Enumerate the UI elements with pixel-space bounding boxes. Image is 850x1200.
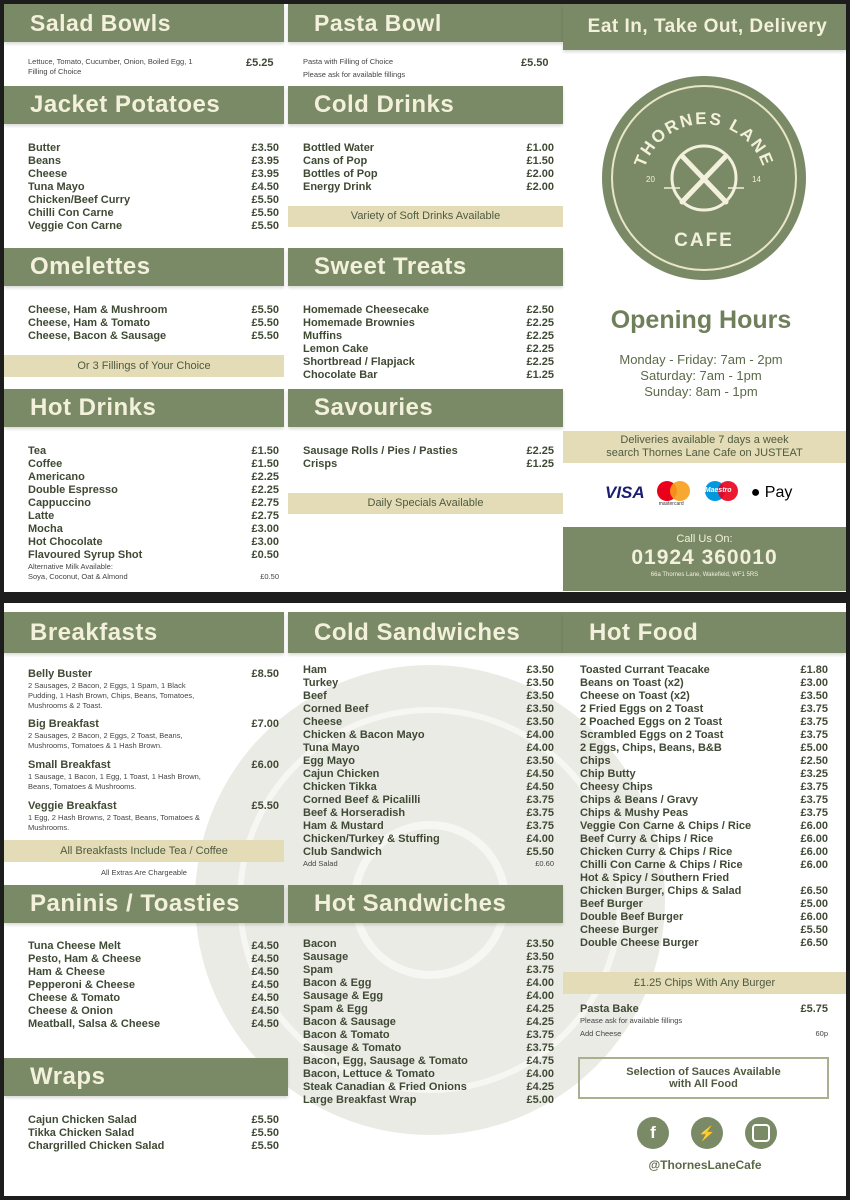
visa-icon: VISA bbox=[605, 483, 645, 502]
list-item: Cheese Burger £5.50 bbox=[580, 924, 828, 936]
omelettes-title: Omelettes bbox=[30, 253, 151, 280]
hot-sandwiches-list bbox=[303, 938, 554, 1107]
list-item: Chicken Curry & Chips / Rice £6.00 bbox=[580, 846, 828, 858]
list-item: Cheese on Toast (x2) £3.50 bbox=[580, 690, 828, 702]
list-item: Scrambled Eggs on 2 Toast £3.75 bbox=[580, 729, 828, 741]
list-item: Shortbread / Flapjack £2.25 bbox=[303, 356, 554, 368]
list-item: Bacon & Egg £4.00 bbox=[303, 977, 554, 989]
list-item: Turkey £3.50 bbox=[303, 677, 554, 689]
list-item: Large Breakfast Wrap £5.00 bbox=[303, 1094, 554, 1106]
wraps-header bbox=[4, 1058, 288, 1096]
list-item: Cans of Pop £1.50 bbox=[303, 155, 554, 167]
alt-milk-label: Alternative Milk Available: bbox=[28, 562, 113, 571]
list-item: Tuna Cheese Melt £4.50 bbox=[28, 940, 279, 952]
sweet-treats-list bbox=[303, 304, 554, 382]
mastercard-icon: mastercard bbox=[655, 479, 693, 507]
jacket-potatoes-list bbox=[28, 142, 279, 233]
list-item: Bacon £3.50 bbox=[303, 938, 554, 950]
list-item: Cheese £3.50 bbox=[303, 716, 554, 728]
breakfasts-header bbox=[4, 612, 284, 653]
list-item: Chilli Con Carne £5.50 bbox=[28, 207, 279, 219]
list-item: Pasta Bake £5.75 bbox=[580, 1003, 828, 1015]
facebook-icon[interactable]: f bbox=[637, 1117, 669, 1149]
social-handle[interactable]: @ThornesLaneCafe bbox=[648, 1158, 762, 1172]
salad-bowl-price: £5.25 bbox=[246, 57, 274, 69]
list-item: 2 Eggs, Chips, Beans, B&B £5.00 bbox=[580, 742, 828, 754]
list-item: Double Cheese Burger £6.50 bbox=[580, 937, 828, 949]
list-item: Ham & Cheese £4.50 bbox=[28, 966, 279, 978]
list-item: Big Breakfast £7.00 2 Sausages, 2 Bacon, 2 Eggs, 2 Toast, Beans, Mushrooms, Tomatoes & 1 Hash Brown. bbox=[28, 718, 279, 750]
salad-bowl-description: Lettuce, Tomato, Cucumber, Onion, Boiled Egg, 1 Filling of Choice bbox=[28, 57, 193, 76]
list-item: Cheese & Onion £4.50 bbox=[28, 1005, 279, 1017]
list-item: Beans on Toast (x2) £3.00 bbox=[580, 677, 828, 689]
breakfast-tea-band: All Breakfasts Include Tea / Coffee bbox=[4, 840, 284, 862]
list-item: Cheesy Chips £3.75 bbox=[580, 781, 828, 793]
list-item: Chicken/Beef Curry £5.50 bbox=[28, 194, 279, 206]
list-item: Chips & Mushy Peas £3.75 bbox=[580, 807, 828, 819]
list-item: Sausage & Tomato £3.75 bbox=[303, 1042, 554, 1054]
sauces-text: Selection of Sauces Available with All Food bbox=[626, 1066, 781, 1090]
list-item: Flavoured Syrup Shot £0.50 bbox=[28, 549, 279, 561]
list-item: Belly Buster £8.50 2 Sausages, 2 Bacon, 2 Eggs, 1 Spam, 1 Black Pudding, 1 Hash Brown, Chips, Beans, Tomatoes, Mushrooms & 2 Toast. bbox=[28, 668, 279, 710]
sweet-treats-header bbox=[288, 248, 563, 286]
pasta-bowl-header bbox=[288, 4, 563, 42]
list-item: Cajun Chicken Salad £5.50 bbox=[28, 1114, 279, 1126]
eat-in-text: Eat In, Take Out, Delivery bbox=[587, 16, 828, 37]
wraps-list bbox=[28, 1114, 279, 1153]
wraps-title: Wraps bbox=[30, 1063, 106, 1090]
cold-sandwiches-title: Cold Sandwiches bbox=[314, 618, 521, 646]
list-item: Steak Canadian & Fried Onions £4.25 bbox=[303, 1081, 554, 1093]
list-item: Chips & Beans / Gravy £3.75 bbox=[580, 794, 828, 806]
cold-drinks-header bbox=[288, 86, 563, 124]
list-item: Butter £3.50 bbox=[28, 142, 279, 154]
address: 66a Thornes Lane, Wakefield, WF1 5RS bbox=[650, 572, 759, 578]
omelettes-list bbox=[28, 304, 279, 343]
list-item: Chocolate Bar £1.25 bbox=[303, 369, 554, 381]
list-item: Homemade Cheesecake £2.50 bbox=[303, 304, 554, 316]
list-item: Tuna Mayo £4.50 bbox=[28, 181, 279, 193]
list-item: Mocha £3.00 bbox=[28, 523, 279, 535]
savouries-title: Savouries bbox=[314, 394, 434, 421]
list-item: Chip Butty £3.25 bbox=[580, 768, 828, 780]
call-us-panel bbox=[563, 527, 846, 591]
list-item: 2 Fried Eggs on 2 Toast £3.75 bbox=[580, 703, 828, 715]
instagram-icon[interactable] bbox=[745, 1117, 777, 1149]
list-item: Homemade Brownies £2.25 bbox=[303, 317, 554, 329]
hot-drinks-title: Hot Drinks bbox=[30, 394, 157, 421]
soft-drinks-band: Variety of Soft Drinks Available bbox=[288, 206, 563, 227]
list-item: Cheese, Bacon & Sausage £5.50 bbox=[28, 330, 279, 342]
chips-burger-band: £1.25 Chips With Any Burger bbox=[563, 972, 846, 994]
extras-note: All Extras Are Chargeable bbox=[101, 868, 187, 877]
add-salad-row: Add Salad £0.60 bbox=[303, 859, 554, 868]
hot-sandwiches-header bbox=[288, 885, 563, 923]
list-item: Beans £3.95 bbox=[28, 155, 279, 167]
opening-hours-title: Opening Hours bbox=[610, 306, 792, 334]
cafe-logo bbox=[602, 76, 806, 280]
list-item: Hot Chocolate £3.00 bbox=[28, 536, 279, 548]
list-item: Corned Beef £3.50 bbox=[303, 703, 554, 715]
deliveries-line2: search Thornes Lane Cafe on JUSTEAT bbox=[606, 447, 803, 459]
list-item: Chips £2.50 bbox=[580, 755, 828, 767]
list-item: Ham £3.50 bbox=[303, 664, 554, 676]
list-item: Coffee £1.50 bbox=[28, 458, 279, 470]
pasta-bowl-note: Please ask for available fillings bbox=[303, 70, 406, 79]
list-item: Chicken Burger, Chips & Salad £6.50 bbox=[580, 885, 828, 897]
list-item: Double Espresso £2.25 bbox=[28, 484, 279, 496]
hot-drinks-list bbox=[28, 445, 279, 585]
list-item: Tea £1.50 bbox=[28, 445, 279, 457]
list-item: Club Sandwich £5.50 bbox=[303, 846, 554, 858]
sauces-box bbox=[578, 1057, 829, 1099]
logo-year-right: 14 bbox=[752, 175, 761, 184]
list-item: Veggie Breakfast £5.50 1 Egg, 2 Hash Browns, 2 Toast, Beans, Tomatoes & Mushrooms. bbox=[28, 800, 279, 832]
list-item: Corned Beef & Picalilli £3.75 bbox=[303, 794, 554, 806]
list-item: Tikka Chicken Salad £5.50 bbox=[28, 1127, 279, 1139]
jacket-potatoes-header bbox=[4, 86, 284, 124]
list-item: Ham & Mustard £3.75 bbox=[303, 820, 554, 832]
logo-top-text: THORNES LANE bbox=[630, 108, 778, 170]
omelettes-header bbox=[4, 248, 284, 286]
eat-in-header bbox=[563, 4, 846, 50]
list-item: Chicken Tikka £4.50 bbox=[303, 781, 554, 793]
savouries-header bbox=[288, 389, 563, 427]
sweet-treats-title: Sweet Treats bbox=[314, 253, 467, 280]
list-item: Double Beef Burger £6.00 bbox=[580, 911, 828, 923]
list-item: Beef & Horseradish £3.75 bbox=[303, 807, 554, 819]
phone-number[interactable]: 01924 360010 bbox=[631, 546, 778, 569]
list-item: Spam £3.75 bbox=[303, 964, 554, 976]
deliveries-band bbox=[563, 431, 846, 463]
savouries-list bbox=[303, 445, 554, 471]
list-item: Beef £3.50 bbox=[303, 690, 554, 702]
list-item: Beef Curry & Chips / Rice £6.00 bbox=[580, 833, 828, 845]
pasta-bowl-description: Pasta with Filling of Choice bbox=[303, 57, 394, 66]
list-item: Crisps £1.25 bbox=[303, 458, 554, 470]
hours-sunday: Sunday: 8am - 1pm bbox=[644, 384, 758, 399]
list-item: Tuna Mayo £4.00 bbox=[303, 742, 554, 754]
list-item: Americano £2.25 bbox=[28, 471, 279, 483]
list-item: Small Breakfast £6.00 1 Sausage, 1 Bacon, 1 Egg, 1 Toast, 1 Hash Brown, Beans, Tomatoes & Mushrooms. bbox=[28, 759, 279, 791]
list-item: Chargrilled Chicken Salad £5.50 bbox=[28, 1140, 279, 1152]
list-item: Sausage & Egg £4.00 bbox=[303, 990, 554, 1002]
list-item: Sausage £3.50 bbox=[303, 951, 554, 963]
salad-bowls-header bbox=[4, 4, 284, 42]
add-cheese-row: Add Cheese 60p bbox=[580, 1029, 828, 1038]
list-item: Bacon, Lettuce & Tomato £4.00 bbox=[303, 1068, 554, 1080]
list-item: Egg Mayo £3.50 bbox=[303, 755, 554, 767]
list-item: Bottled Water £1.00 bbox=[303, 142, 554, 154]
list-item: Cajun Chicken £4.50 bbox=[303, 768, 554, 780]
list-item: Beef Burger £5.00 bbox=[580, 898, 828, 910]
hours-saturday: Saturday: 7am - 1pm bbox=[640, 368, 762, 383]
alt-milk-row: Soya, Coconut, Oat & Almond £0.50 bbox=[28, 572, 279, 581]
pasta-bake-note: Please ask for available fillings bbox=[580, 1016, 683, 1025]
opening-hours-lines bbox=[563, 352, 839, 400]
paninis-list bbox=[28, 940, 279, 1031]
list-item: Sausage Rolls / Pies / Pasties £2.25 bbox=[303, 445, 554, 457]
list-item: Chicken/Turkey & Stuffing £4.00 bbox=[303, 833, 554, 845]
list-item: Veggie Con Carne £5.50 bbox=[28, 220, 279, 232]
hot-sandwiches-title: Hot Sandwiches bbox=[314, 890, 507, 917]
list-item: Meatball, Salsa & Cheese £4.50 bbox=[28, 1018, 279, 1030]
list-item: Chicken & Bacon Mayo £4.00 bbox=[303, 729, 554, 741]
daily-specials-band: Daily Specials Available bbox=[288, 493, 563, 514]
messenger-icon[interactable]: ⚡ bbox=[691, 1117, 723, 1149]
pasta-bowl-title: Pasta Bowl bbox=[314, 9, 442, 36]
jacket-potatoes-title: Jacket Potatoes bbox=[30, 91, 221, 118]
salad-bowls-title: Salad Bowls bbox=[30, 9, 171, 36]
hot-food-header bbox=[563, 612, 846, 653]
list-item: Cheese £3.95 bbox=[28, 168, 279, 180]
list-item: Latte £2.75 bbox=[28, 510, 279, 522]
list-item: Pepperoni & Cheese £4.50 bbox=[28, 979, 279, 991]
social-icons bbox=[637, 1117, 777, 1151]
logo-year-left: 20 bbox=[646, 175, 655, 184]
apple-pay-icon: ● Pay bbox=[750, 484, 793, 501]
pasta-bake bbox=[580, 1003, 828, 1042]
list-item: Bacon & Tomato £3.75 bbox=[303, 1029, 554, 1041]
pasta-bowl-price: £5.50 bbox=[521, 57, 549, 69]
hot-drinks-header bbox=[4, 389, 284, 427]
list-item: Toasted Currant Teacake £1.80 bbox=[580, 664, 828, 676]
list-item: Chilli Con Carne & Chips / Rice £6.00 bbox=[580, 859, 828, 871]
maestro-icon: Maestro bbox=[703, 480, 741, 506]
breakfasts-list bbox=[28, 668, 279, 836]
list-item: Spam & Egg £4.25 bbox=[303, 1003, 554, 1015]
hot-food-title: Hot Food bbox=[589, 618, 699, 646]
list-item: Veggie Con Carne & Chips / Rice £6.00 bbox=[580, 820, 828, 832]
breakfasts-title: Breakfasts bbox=[30, 618, 158, 646]
list-item: Lemon Cake £2.25 bbox=[303, 343, 554, 355]
list-item: Cheese, Ham & Mushroom £5.50 bbox=[28, 304, 279, 316]
list-item: Energy Drink £2.00 bbox=[303, 181, 554, 193]
paninis-header bbox=[4, 885, 284, 923]
deliveries-line1: Deliveries available 7 days a week bbox=[620, 434, 789, 446]
list-item: Muffins £2.25 bbox=[303, 330, 554, 342]
hours-weekday: Monday - Friday: 7am - 2pm bbox=[619, 352, 783, 367]
cold-sandwiches-list bbox=[303, 664, 554, 872]
hot-food-list bbox=[580, 664, 828, 950]
list-item: Hot & Spicy / Southern Fried bbox=[580, 872, 730, 884]
cold-sandwiches-header bbox=[288, 612, 563, 653]
cold-drinks-title: Cold Drinks bbox=[314, 91, 455, 118]
omelette-fillings-band: Or 3 Fillings of Your Choice bbox=[4, 355, 284, 377]
payment-logos bbox=[605, 478, 805, 508]
logo-bottom-text: CAFE bbox=[674, 230, 734, 251]
call-us-label: Call Us On: bbox=[676, 533, 733, 545]
list-item: Cappuccino £2.75 bbox=[28, 497, 279, 509]
list-item: Pesto, Ham & Cheese £4.50 bbox=[28, 953, 279, 965]
list-item: Cheese & Tomato £4.50 bbox=[28, 992, 279, 1004]
list-item: Bacon, Egg, Sausage & Tomato £4.75 bbox=[303, 1055, 554, 1067]
cold-drinks-list bbox=[303, 142, 554, 194]
list-item: Bottles of Pop £2.00 bbox=[303, 168, 554, 180]
list-item: Cheese, Ham & Tomato £5.50 bbox=[28, 317, 279, 329]
paninis-title: Paninis / Toasties bbox=[30, 890, 240, 917]
list-item: 2 Poached Eggs on 2 Toast £3.75 bbox=[580, 716, 828, 728]
list-item: Bacon & Sausage £4.25 bbox=[303, 1016, 554, 1028]
